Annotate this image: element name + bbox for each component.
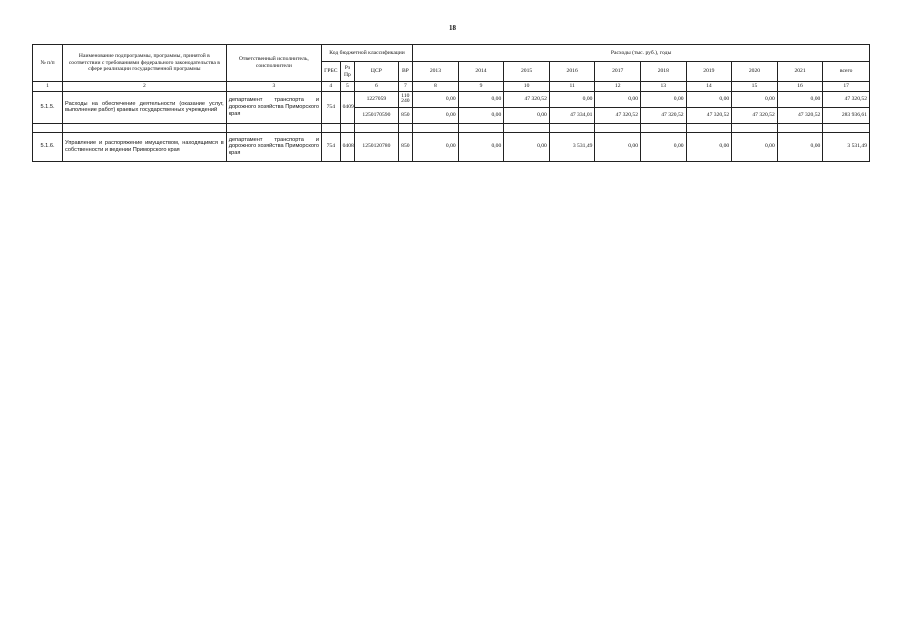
row-number: 5.1.5. xyxy=(33,91,63,123)
value-cell: 3 531,49 xyxy=(823,132,870,161)
value-cell: 0,00 xyxy=(641,132,687,161)
row-grbs: 754 xyxy=(321,91,340,123)
column-index: 15 xyxy=(732,82,778,92)
header-grbs: ГРБС xyxy=(321,62,340,82)
row-vr: 850 xyxy=(398,107,413,123)
column-index: 16 xyxy=(777,82,823,92)
column-index: 11 xyxy=(549,82,595,92)
value-cell: 0,00 xyxy=(732,132,778,161)
column-index-row xyxy=(33,82,870,92)
value-cell: 47 320,52 xyxy=(732,107,778,123)
column-index: 12 xyxy=(595,82,641,92)
value-cell: 47 320,52 xyxy=(686,107,732,123)
header-col-executor: Ответственный исполнитель, соисполнители xyxy=(226,45,321,82)
table-row xyxy=(33,91,870,107)
header-year-2020: 2020 xyxy=(732,62,778,82)
column-index: 9 xyxy=(458,82,504,92)
row-vr: 110 240 xyxy=(398,91,413,107)
column-index: 13 xyxy=(641,82,687,92)
header-year-2018: 2018 xyxy=(641,62,687,82)
column-index: 8 xyxy=(413,82,459,92)
header-year-2016: 2016 xyxy=(549,62,595,82)
row-vr: 850 xyxy=(398,132,413,161)
value-cell: 0,00 xyxy=(504,107,550,123)
header-csr: ЦСР xyxy=(355,62,399,82)
column-index: 6 xyxy=(355,82,399,92)
header-rzpr: Рз Пр xyxy=(340,62,355,82)
page-number: 18 xyxy=(449,24,456,32)
row-executor: департамент транспорта и дорожного хозяйства Приморского края xyxy=(226,132,321,161)
row-executor: департамент транспорта и дорожного хозяйства Приморского края xyxy=(226,91,321,123)
header-year-2015: 2015 xyxy=(504,62,550,82)
header-costs-group: Расходы (тыс. руб.), годы xyxy=(413,45,870,62)
value-cell: 47 320,52 xyxy=(823,91,870,107)
header-total: всего xyxy=(823,62,870,82)
row-csr: 1227059 xyxy=(355,91,399,107)
row-csr: 1250120780 xyxy=(355,132,399,161)
value-cell: 3 531,49 xyxy=(549,132,595,161)
header-vr: ВР xyxy=(398,62,413,82)
header-year-2019: 2019 xyxy=(686,62,732,82)
row-number: 5.1.6. xyxy=(33,132,63,161)
value-cell: 47 320,52 xyxy=(504,91,550,107)
table-row xyxy=(33,132,870,161)
value-cell: 0,00 xyxy=(595,91,641,107)
value-cell: 0,00 xyxy=(686,91,732,107)
row-name: Управление и распоряжение имуществом, находящимся в собственности и ведении Приморского края xyxy=(63,132,227,161)
column-index: 7 xyxy=(398,82,413,92)
value-cell: 0,00 xyxy=(777,91,823,107)
value-cell: 0,00 xyxy=(458,91,504,107)
column-index: 1 xyxy=(33,82,63,92)
row-rzpr: 0409 xyxy=(340,91,355,123)
value-cell: 0,00 xyxy=(641,91,687,107)
header-row xyxy=(33,45,870,62)
value-cell: 0,00 xyxy=(458,132,504,161)
value-cell: 0,00 xyxy=(458,107,504,123)
row-spacer xyxy=(33,123,870,132)
row-grbs: 754 xyxy=(321,132,340,161)
column-index: 10 xyxy=(504,82,550,92)
header-code-group: Код бюджетной классификации xyxy=(321,45,412,62)
value-cell: 283 936,61 xyxy=(823,107,870,123)
row-name: Расходы на обеспечение деятельности (оказание услуг, выполнение работ) краевых государственных учреждений xyxy=(63,91,227,123)
header-col-name: Наименование подпрограммы, программы, принятой в соответствии с требованиями федерального законодательства в сфере реализации государственной программы xyxy=(63,45,227,82)
column-index: 3 xyxy=(226,82,321,92)
header-year-2014: 2014 xyxy=(458,62,504,82)
value-cell: 47 334,01 xyxy=(549,107,595,123)
header-year-2017: 2017 xyxy=(595,62,641,82)
value-cell: 47 320,52 xyxy=(595,107,641,123)
column-index: 5 xyxy=(340,82,355,92)
value-cell: 0,00 xyxy=(777,132,823,161)
header-year-2013: 2013 xyxy=(413,62,459,82)
value-cell: 47 320,52 xyxy=(641,107,687,123)
header-col-num: № п/п xyxy=(33,45,63,82)
value-cell: 0,00 xyxy=(413,91,459,107)
budget-table xyxy=(32,44,870,162)
value-cell: 47 320,52 xyxy=(777,107,823,123)
column-index: 2 xyxy=(63,82,227,92)
value-cell: 0,00 xyxy=(504,132,550,161)
row-csr: 1250170590 xyxy=(355,107,399,123)
column-index: 14 xyxy=(686,82,732,92)
column-index: 17 xyxy=(823,82,870,92)
value-cell: 0,00 xyxy=(595,132,641,161)
header-year-2021: 2021 xyxy=(777,62,823,82)
value-cell: 0,00 xyxy=(549,91,595,107)
value-cell: 0,00 xyxy=(732,91,778,107)
value-cell: 0,00 xyxy=(413,132,459,161)
value-cell: 0,00 xyxy=(413,107,459,123)
column-index: 4 xyxy=(321,82,340,92)
value-cell: 0,00 xyxy=(686,132,732,161)
row-rzpr: 0408 xyxy=(340,132,355,161)
